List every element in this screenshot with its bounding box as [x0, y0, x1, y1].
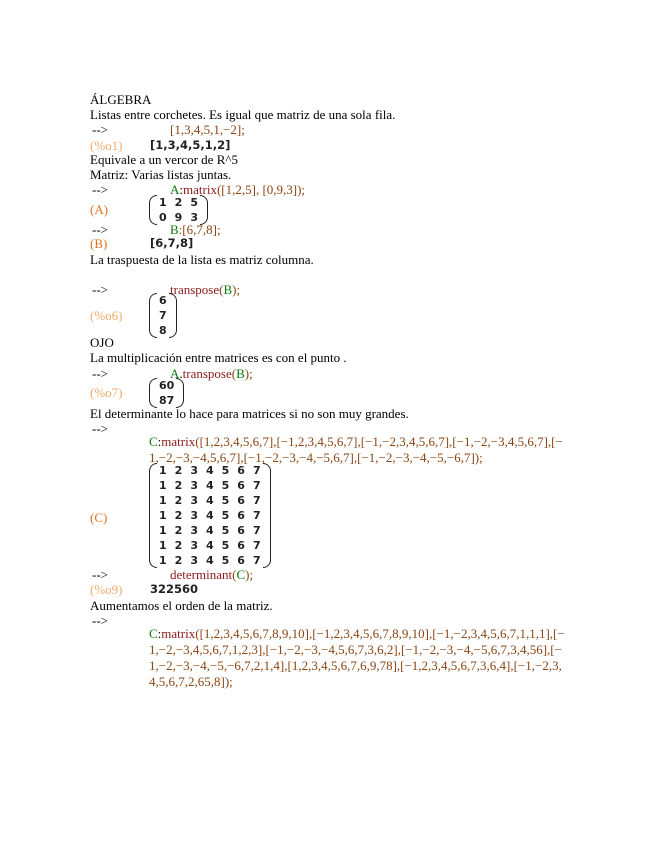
matrix-cell: 5 — [221, 479, 230, 492]
input-4[interactable]: transpose(B); — [170, 282, 241, 297]
matrix-cell: 7 — [159, 309, 167, 322]
matrix-cell: 1 — [159, 509, 167, 522]
input-6-var: C — [149, 434, 158, 449]
matrix-cell: 7 — [252, 554, 261, 567]
input-1[interactable]: [1,3,4,5,1,−2]; — [170, 122, 245, 137]
input-8-line2: 1,−2,−3,4,5,6,7,1,2,3],[−1,−2,−3,−4,5,6,7,3,6,2],[−1,−2,−3,−4,−5,6,7,3,4,56],[− — [149, 642, 562, 657]
matrix-cell: 3 — [190, 479, 198, 492]
matrix-cell: 1 — [159, 479, 167, 492]
input-7[interactable]: determinant(C); — [170, 567, 254, 582]
matrix-cell: 5 — [221, 464, 230, 477]
text-line-6[interactable]: La multiplicación entre matrices es con el punto . — [90, 350, 347, 365]
matrix-cell: 1 — [159, 196, 167, 209]
matrix-cell: 5 — [221, 494, 230, 507]
input-7-var: C — [236, 567, 246, 582]
matrix-cell: 6 — [237, 494, 245, 507]
input-3-var: B — [170, 222, 179, 237]
output-label-C: (C) — [90, 510, 108, 525]
input-2-args: ([1,2,5], [0,9,3]); — [216, 182, 306, 197]
text-line-1[interactable]: Listas entre corchetes. Es igual que matriz de una sola fila. — [90, 107, 396, 122]
output-matrix-C — [149, 463, 271, 568]
input-8-fn: matrix — [161, 626, 196, 641]
input-6-fn: matrix — [161, 434, 196, 449]
input-prompt-6: --> — [92, 421, 108, 436]
input-7-tail: ); — [245, 567, 254, 582]
input-2-fn: matrix — [183, 182, 217, 197]
matrix-cell: 4 — [205, 509, 214, 522]
input-prompt-8: --> — [92, 613, 108, 628]
matrix-cell: 60 — [159, 379, 175, 392]
matrix-cell: 5 — [190, 196, 198, 209]
matrix-cell: 2 — [174, 464, 183, 477]
page-title: ÁLGEBRA — [90, 92, 152, 107]
matrix-cell: 7 — [252, 539, 261, 552]
matrix-cell: 6 — [237, 524, 245, 537]
matrix-cell: 4 — [205, 479, 214, 492]
matrix-table — [155, 195, 202, 225]
matrix-table — [155, 463, 265, 568]
matrix-row — [155, 493, 265, 508]
matrix-cell: 3 — [190, 554, 198, 567]
input-8-line3: 1,−2,−3,−4,−5,−6,7,2,1,4],[1,2,3,4,5,6,7,6,9,78],[−1,2,3,4,5,6,7,3,6,4],[−1,−2,3, — [149, 658, 562, 673]
output-3: [6,7,8] — [150, 236, 194, 250]
matrix-cell: 1 — [159, 539, 167, 552]
matrix-cell: 3 — [190, 464, 198, 477]
input-3-args: :[6,7,8]; — [178, 222, 221, 237]
matrix-cell: 6 — [237, 479, 245, 492]
input-prompt-2: --> — [92, 182, 108, 197]
left-paren — [149, 378, 157, 408]
matrix-cell: 2 — [174, 524, 183, 537]
matrix-cell: 3 — [190, 539, 198, 552]
matrix-cell: 1 — [159, 494, 167, 507]
left-paren — [149, 293, 157, 338]
input-2-var: A — [170, 182, 180, 197]
matrix-cell: 2 — [174, 479, 183, 492]
matrix-cell: 3 — [190, 211, 198, 224]
output-matrix-transpose — [149, 293, 177, 338]
matrix-row — [155, 195, 202, 210]
input-5-var: A — [170, 366, 180, 381]
matrix-row — [155, 508, 265, 523]
matrix-cell: 2 — [174, 494, 183, 507]
matrix-cell: 6 — [237, 539, 245, 552]
matrix-cell: 9 — [174, 211, 183, 224]
output-label-o7: (%o7) — [90, 385, 123, 400]
matrix-cell: 7 — [252, 479, 261, 492]
matrix-table — [155, 378, 178, 408]
input-2[interactable]: A:matrix([1,2,5], [0,9,3]); — [170, 182, 306, 197]
matrix-cell: 2 — [174, 554, 183, 567]
matrix-cell: 3 — [190, 494, 198, 507]
matrix-cell: 7 — [252, 494, 261, 507]
input-3[interactable] — [170, 222, 221, 237]
right-paren — [169, 293, 177, 338]
input-6[interactable]: C:matrix([1,2,3,4,5,6,7],[−1,2,3,4,5,6,7],[−1,−2,3,4,5,6,7],[−1,−2,−3,4,5,6,7],[− 1,−2,−3,−4,5,6,7],[−1,−2,−3,−4,−5,6,7],[−1,−2,−3,−4,−5,−6,7]); — [149, 434, 569, 466]
matrix-row — [155, 378, 178, 393]
text-line-8[interactable]: Aumentamos el orden de la matriz. — [90, 598, 273, 613]
matrix-cell: 4 — [205, 539, 214, 552]
matrix-cell: 7 — [252, 509, 261, 522]
matrix-row — [155, 553, 265, 568]
input-4-fn: transpose — [170, 282, 220, 297]
matrix-cell: 6 — [159, 294, 167, 307]
matrix-cell: 87 — [159, 394, 175, 407]
matrix-cell: 1 — [159, 464, 167, 477]
matrix-cell: 8 — [159, 324, 167, 337]
matrix-row — [155, 538, 265, 553]
output-label-o6: (%o6) — [90, 308, 123, 323]
matrix-cell: 5 — [221, 509, 230, 522]
output-label-o9: (%o9) — [90, 582, 123, 597]
matrix-row — [155, 478, 265, 493]
text-line-7[interactable]: El determinante lo hace para matrices si no son muy grandes. — [90, 406, 409, 421]
matrix-cell: 7 — [252, 524, 261, 537]
output-1: [1,3,4,5,1,2] — [150, 138, 231, 152]
input-4-var: B — [223, 282, 233, 297]
matrix-cell: 2 — [174, 196, 183, 209]
input-prompt-4: --> — [92, 282, 108, 297]
text-line-4[interactable]: La traspuesta de la lista es matriz columna. — [90, 252, 314, 267]
matrix-cell: 6 — [237, 509, 245, 522]
right-paren — [263, 463, 271, 568]
matrix-cell: 4 — [205, 524, 214, 537]
input-5-dot: . — [179, 366, 183, 381]
matrix-cell: 6 — [237, 464, 245, 477]
matrix-cell: 4 — [205, 494, 214, 507]
matrix-cell: 5 — [221, 524, 230, 537]
output-7: 322560 — [150, 582, 199, 596]
input-6-line2: 1,−2,−3,−4,5,6,7],[−1,−2,−3,−4,−5,6,7],[−1,−2,−3,−4,−5,−6,7]); — [149, 450, 483, 465]
matrix-cell: 3 — [190, 524, 198, 537]
input-prompt-1: --> — [92, 122, 108, 137]
input-6-line1: ([1,2,3,4,5,6,7],[−1,2,3,4,5,6,7],[−1,−2,3,4,5,6,7],[−1,−2,−3,4,5,6,7],[− — [195, 434, 563, 449]
text-line-2[interactable]: Equivale a un vercor de R^5 — [90, 152, 238, 167]
left-paren — [149, 463, 157, 568]
output-label-A: (A) — [90, 202, 109, 217]
matrix-cell: 6 — [237, 554, 245, 567]
output-label-B: (B) — [90, 236, 108, 251]
matrix-row — [155, 463, 265, 478]
matrix-cell: 7 — [252, 464, 261, 477]
matrix-cell: 0 — [159, 211, 167, 224]
matrix-cell: 1 — [159, 554, 167, 567]
text-line-5[interactable]: OJO — [90, 335, 114, 350]
output-matrix-product — [149, 378, 184, 408]
input-4-tail: ); — [232, 282, 241, 297]
input-prompt-7: --> — [92, 567, 108, 582]
input-8-var: C — [149, 626, 158, 641]
output-label-o1: (%o1) — [90, 138, 123, 153]
matrix-cell: 5 — [221, 539, 230, 552]
matrix-cell: 3 — [190, 509, 198, 522]
matrix-cell: 4 — [205, 464, 214, 477]
input-prompt-5: --> — [92, 366, 108, 381]
input-5-var2: B — [236, 366, 245, 381]
input-prompt-3: --> — [92, 222, 108, 237]
matrix-cell: 2 — [174, 539, 183, 552]
right-paren — [200, 195, 208, 225]
input-8-line4: 4,5,6,7,2,65,8]); — [149, 674, 233, 689]
text-line-3[interactable]: Matriz: Varias listas juntas. — [90, 167, 232, 182]
left-paren — [149, 195, 157, 225]
matrix-cell: 1 — [159, 524, 167, 537]
input-5-fn: transpose — [182, 366, 232, 381]
input-8[interactable]: C:matrix([1,2,3,4,5,6,7,8,9,10],[−1,2,3,4,5,6,7,8,9,10],[−1,−2,3,4,5,6,7,1,1,1],[− 1,−2,−3,4,5,6,7,1,2,3],[−1,−2,−3,−4,5,6,7,3,6,2],[−1,−2,−3,−4,−5,6,7,3,4,56],[− 1,−2,−3,−4,−5,−6,7,2,1,4],[1,2,3,4,5,6,7,6,9,78],[−1,2,3,4,5,6,7,3,6,4],[−1,−2,3, 4,5,6,7,2,65,8]); — [149, 626, 569, 690]
input-8-line1: ([1,2,3,4,5,6,7,8,9,10],[−1,2,3,4,5,6,7,8,9,10],[−1,−2,3,4,5,6,7,1,1,1],[− — [195, 626, 565, 641]
matrix-row — [155, 523, 265, 538]
input-5[interactable]: A.transpose(B); — [170, 366, 253, 381]
matrix-cell: 5 — [221, 554, 230, 567]
input-7-fn: determinant — [170, 567, 233, 582]
output-matrix-A — [149, 195, 208, 225]
matrix-cell: 2 — [174, 509, 183, 522]
right-paren — [176, 378, 184, 408]
matrix-cell: 4 — [205, 554, 214, 567]
